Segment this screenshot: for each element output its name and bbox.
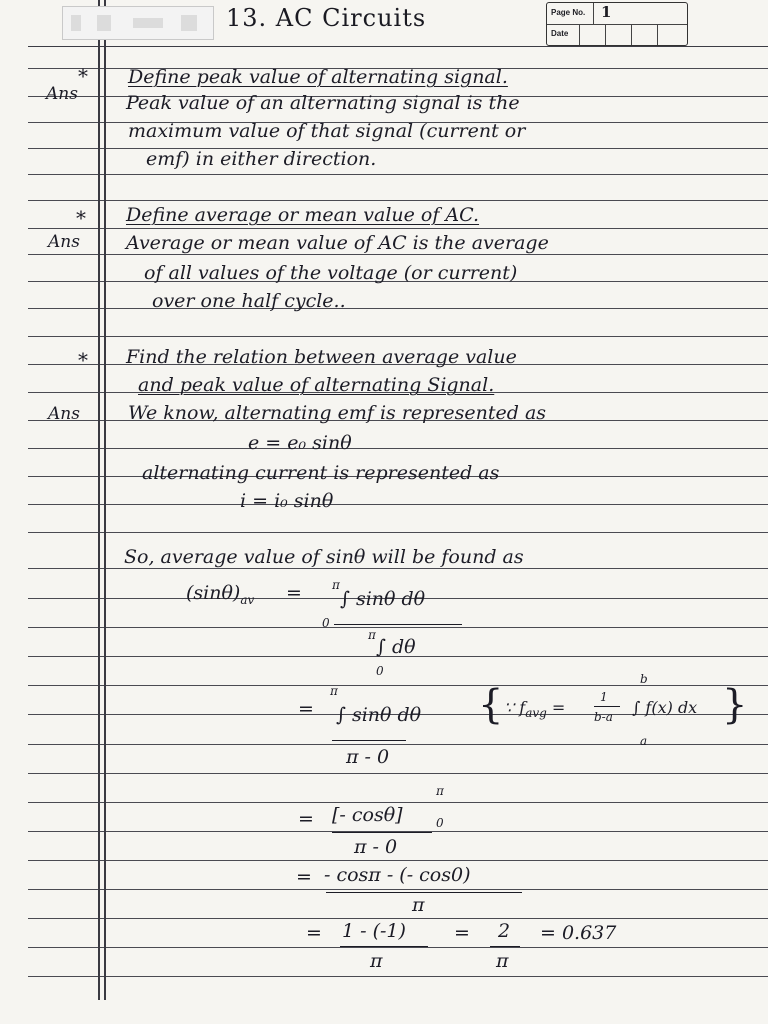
star-mark: * (78, 64, 88, 88)
question-3-line: Find the relation between average value (126, 346, 517, 368)
question-3-line: and peak value of alternating Signal. (138, 374, 495, 396)
step5-numerator: 1 - (-1) (342, 920, 406, 942)
rule-line (28, 504, 768, 505)
rule-line (28, 228, 768, 229)
rule-line (28, 744, 768, 745)
formula-upper-limit: b (640, 672, 648, 686)
rule-line (28, 685, 768, 686)
formula-lower-limit: a (640, 734, 648, 748)
step4-numerator: - cosπ - (- cos0) (324, 864, 471, 886)
step5-denominator: π (370, 950, 383, 972)
integral-upper-limit: π (368, 628, 376, 642)
integral-lower-limit: 0 (322, 616, 330, 630)
step4-denominator: π (412, 894, 425, 916)
step2-numerator: ∫ sinθ dθ (336, 704, 422, 726)
right-brace: } (722, 682, 748, 728)
fraction-bar (340, 946, 428, 947)
rule-line (28, 627, 768, 628)
star-mark: * (76, 206, 86, 230)
rule-line (28, 532, 768, 533)
final-result: = 0.637 (540, 922, 617, 944)
page-title: 13. AC Circuits (226, 4, 427, 32)
formula-frac-num: 1 (600, 690, 608, 704)
step3-lower-limit: 0 (436, 816, 444, 830)
formula-frac-den: b-a (594, 710, 613, 724)
fraction-bar (332, 832, 432, 833)
answer-2-line: over one half cycle.. (152, 290, 346, 312)
page-no-label: Page No. (551, 8, 586, 17)
current-equation: i = i₀ sinθ (240, 490, 334, 512)
star-mark: * (78, 348, 88, 372)
step1-numerator: ∫ sinθ dθ (340, 588, 426, 610)
rule-line (28, 860, 768, 861)
rule-line (28, 802, 768, 803)
rule-line (28, 889, 768, 890)
fraction-bar (490, 946, 520, 947)
answer-1-line: maximum value of that signal (current or (128, 120, 526, 142)
equals-sign: = (298, 698, 314, 720)
equals-sign: = (306, 922, 322, 944)
derivation-intro: So, average value of sinθ will be found as (124, 546, 524, 568)
step3-denominator: π - 0 (354, 836, 398, 858)
rule-line (28, 308, 768, 309)
step3-upper-limit: π (436, 784, 444, 798)
answer-1-line: emf) in either direction. (146, 148, 377, 170)
rule-line (28, 918, 768, 919)
equals-sign: = (298, 808, 314, 830)
equals-sign: = (454, 922, 470, 944)
answer-2-line: Average or mean value of AC is the average (126, 232, 549, 254)
rule-line (28, 148, 768, 149)
rule-line (28, 174, 768, 175)
integral-upper-limit: π (332, 578, 340, 592)
question-2: Define average or mean value of AC. (126, 204, 480, 226)
emf-equation: e = e₀ sinθ (248, 432, 352, 454)
lhs-expression: $(\sin\theta)_{av}$ (186, 582, 255, 607)
fraction-bar (334, 624, 462, 625)
answer-1-line: Peak value of an alternating signal is the (126, 92, 520, 114)
formula-note: ∵ $f_{avg}$ = (504, 698, 566, 721)
step1-denominator: ∫ dθ (376, 636, 416, 658)
formula-integral: ∫ f(x) dx (632, 698, 698, 717)
equals-sign: = (286, 582, 302, 604)
notebook-logo (62, 6, 214, 40)
rule-line (28, 200, 768, 201)
equals-sign: = (296, 866, 312, 888)
page-no-value: 1 (601, 3, 612, 21)
margin-line (104, 0, 106, 1000)
answer-3-line: We know, alternating emf is represented as (128, 402, 547, 424)
top-rule (28, 46, 768, 47)
rule-line (28, 336, 768, 337)
date-label: Date (551, 29, 569, 38)
step2-denominator: π - 0 (346, 746, 390, 768)
rule-line (28, 448, 768, 449)
step5-numerator-2: 2 (498, 920, 511, 942)
rule-line (28, 568, 768, 569)
rule-line (28, 254, 768, 255)
rule-line (28, 773, 768, 774)
margin-line (98, 0, 100, 1000)
ans-label: Ans (48, 232, 80, 252)
fraction-bar (326, 892, 522, 893)
answer-3-line: alternating current is represented as (142, 462, 500, 484)
page-number-box (546, 2, 688, 46)
question-1: Define peak value of alternating signal. (128, 66, 508, 88)
ans-label: Ans (48, 404, 80, 424)
left-brace: { (478, 682, 504, 728)
answer-2-line: of all values of the voltage (or current) (144, 262, 518, 284)
integral-upper-limit: π (330, 684, 338, 698)
fraction-bar (332, 740, 406, 741)
step5-denominator-2: π (496, 950, 509, 972)
integral-lower-limit: 0 (376, 664, 384, 678)
rule-line (28, 976, 768, 977)
ans-label: Ans (46, 84, 78, 104)
step3-numerator: [- cosθ] (332, 804, 403, 826)
rule-line (28, 947, 768, 948)
fraction-bar (594, 706, 620, 707)
